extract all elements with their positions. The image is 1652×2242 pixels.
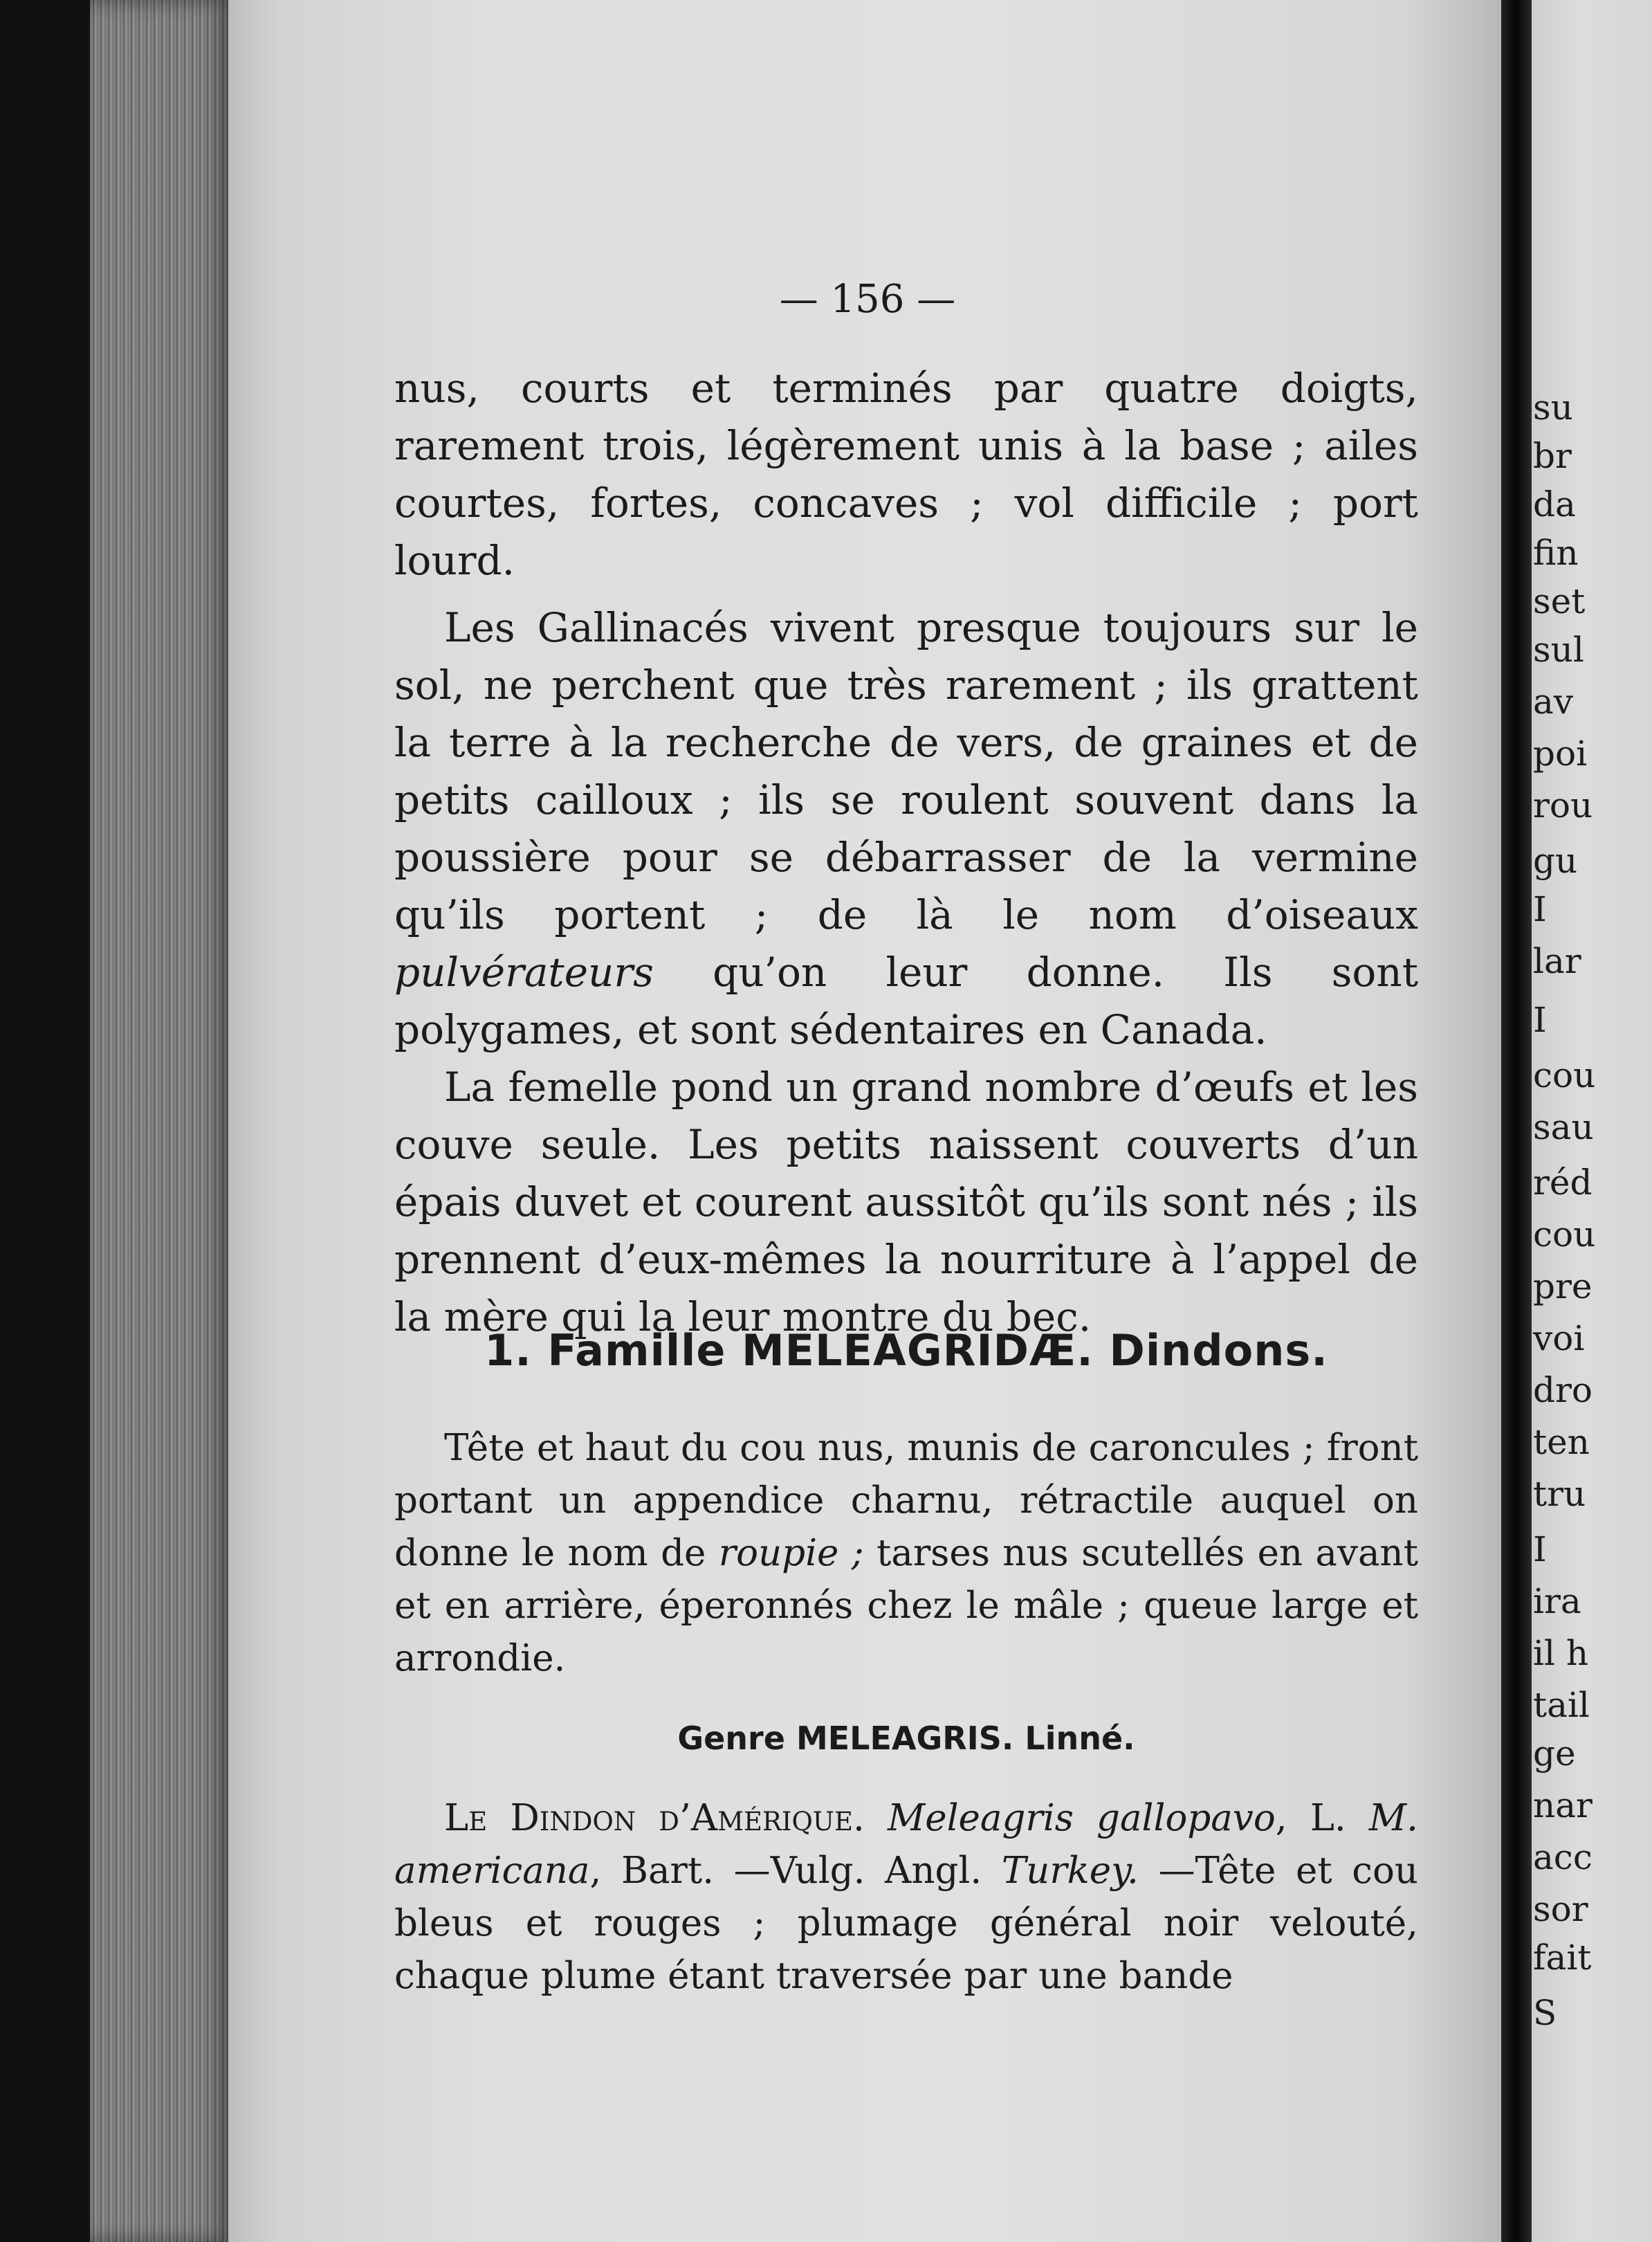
book-gutter <box>1501 0 1532 2242</box>
right-page-line: S <box>1533 1993 1557 2033</box>
right-page-line: sul <box>1533 630 1584 670</box>
right-page-line: ten <box>1533 1422 1590 1462</box>
species-description <box>394 1792 1418 2003</box>
right-page-line: lar <box>1533 941 1581 981</box>
right-page-line: il h <box>1533 1633 1589 1673</box>
text-block <box>394 360 1418 1346</box>
species-text-3: —Tête et cou bleus et rouges ; plumage général noir velouté, chaque plume étant traversée par une bande <box>394 1850 1418 1997</box>
page-edges <box>90 0 235 2242</box>
right-page-line: acc <box>1533 1837 1593 1877</box>
right-page-line: fait <box>1533 1938 1592 1978</box>
right-page-line: ge <box>1533 1733 1576 1774</box>
family-description-block <box>394 1422 1418 1685</box>
right-page-line: dro <box>1533 1370 1593 1410</box>
right-page-line: poi <box>1533 733 1588 774</box>
right-page-line: I <box>1533 889 1547 929</box>
paragraph-1: nus, courts et terminés par quatre doigts, rarement trois, légèrement unis à la base ; ailes courtes, fortes, concaves ; vol difficile ; port lourd. <box>394 365 1418 584</box>
right-page-line: fin <box>1533 533 1579 573</box>
species-name: Le Dindon d’Amérique. <box>444 1797 865 1839</box>
right-page-line: tru <box>1533 1474 1586 1514</box>
paragraph-2-italic: pulvérateurs <box>394 949 654 996</box>
species-latin-1: Meleagris gallopavo <box>887 1797 1276 1839</box>
right-page-line: av <box>1533 682 1574 722</box>
species-english: Turkey. <box>1001 1850 1139 1892</box>
right-page-line: br <box>1533 436 1572 476</box>
right-page-line: sor <box>1533 1889 1588 1929</box>
right-page-line: ira <box>1533 1581 1581 1621</box>
right-page-line: I <box>1533 1529 1547 1569</box>
right-page-line: tail <box>1533 1685 1590 1725</box>
family-description <box>394 1422 1418 1685</box>
right-page-line: nar <box>1533 1785 1593 1825</box>
right-page-line: pre <box>1533 1266 1593 1306</box>
right-page-line: cou <box>1533 1055 1596 1095</box>
right-page-fragment <box>1532 0 1652 2242</box>
paragraph-3: La femelle pond un grand nombre d’œufs et les couve seule. Les petits naissent couverts d’un épais duvet et courent aussitôt qu’ils sont nés ; ils prennent d’eux-mêmes la nourriture à l’appel de la mère qui la leur montre du bec. <box>394 1064 1418 1340</box>
right-page-line: su <box>1533 388 1573 428</box>
right-page-line: I <box>1533 1000 1547 1040</box>
family-heading: 1. Famille MELEAGRIDÆ. Dindons. <box>484 1325 1328 1376</box>
right-page-line: set <box>1533 581 1586 621</box>
paragraph-2-end: qu’on leur donne. Ils sont polygames, et sont sédentaires en Canada. <box>394 949 1418 1053</box>
family-description-text: Tête et haut du cou nus, munis de caroncules ; front portant un appendice charnu, rétractile auquel on donne le nom de <box>394 1427 1418 1574</box>
family-description-end: tarses nus scutellés en avant et en arrière, éperonnés chez le mâle ; queue large et arrondie. <box>394 1532 1418 1679</box>
right-page-line: gu <box>1533 841 1578 881</box>
page-number: — 156 — <box>779 277 956 322</box>
family-description-italic: roupie ; <box>718 1532 864 1574</box>
species-block <box>394 1792 1418 2003</box>
species-text-2: , Bart. —Vulg. Angl. <box>589 1850 1002 1892</box>
species-text-1: , L. <box>1275 1797 1369 1839</box>
paragraph-2 <box>394 599 1418 1059</box>
right-page-line: cou <box>1533 1214 1596 1255</box>
right-page-line: réd <box>1533 1163 1593 1203</box>
right-page-line: voi <box>1533 1318 1585 1358</box>
right-page-line: rou <box>1533 785 1593 826</box>
species-latin-2: M. americana <box>394 1797 1418 1892</box>
paragraph-2-text: Les Gallinacés vivent presque toujours sur le sol, ne perchent que très rarement ; ils grattent la terre à la recherche de vers, de graines et de petits cailloux ; ils se roulent souvent dans la poussière pour se débarrasser de la vermine qu’ils portent ; de là le nom d’oiseaux <box>394 604 1418 938</box>
right-page-line: da <box>1533 484 1576 525</box>
right-page-line: sau <box>1533 1107 1594 1147</box>
genus-heading: Genre MELEAGRIS. Linné. <box>677 1720 1135 1757</box>
